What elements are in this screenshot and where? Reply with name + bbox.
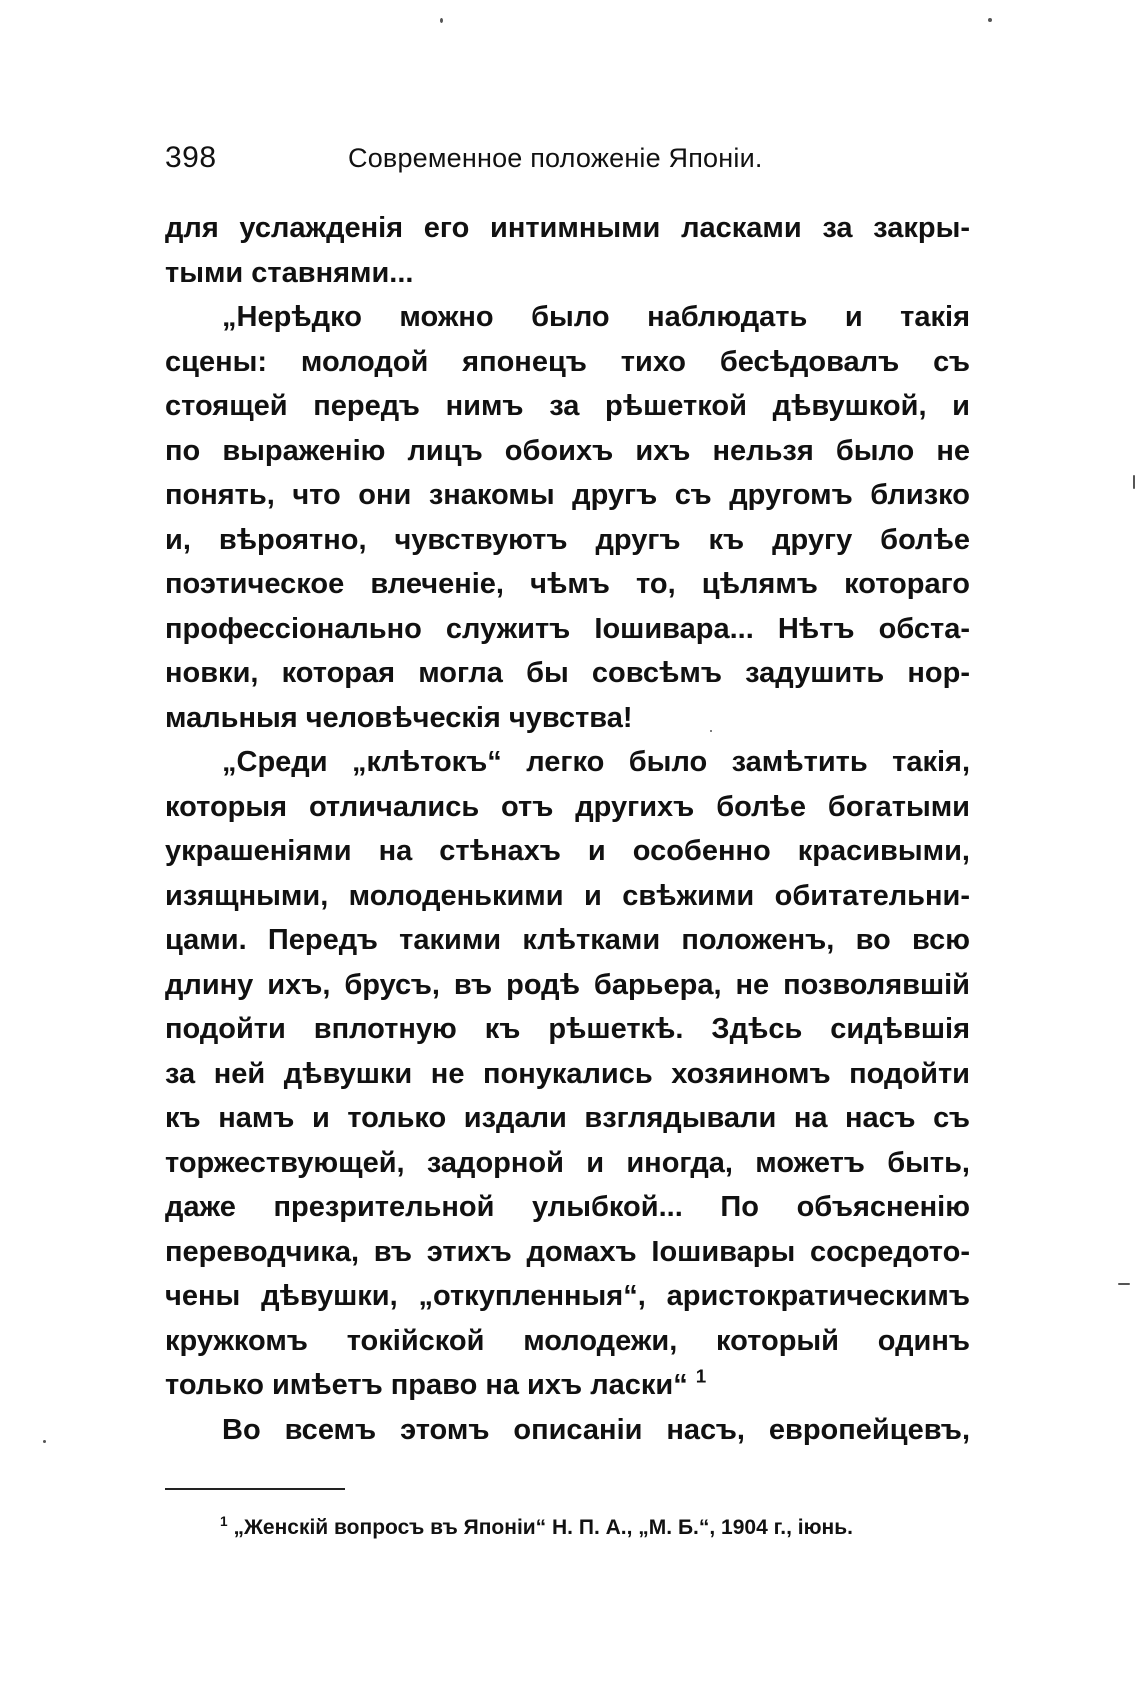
text-line: изящными, молоденькими и свѣжими обитательни- (165, 879, 970, 912)
text-line: кружкомъ токiйской молодежи, который одинъ (165, 1324, 970, 1357)
text-line: подойти вплотную къ рѣшеткѣ. Здѣсь сидѣвшiя (165, 1013, 970, 1045)
scan-speck (988, 18, 992, 22)
footnote (220, 1513, 980, 1543)
text-line: новки, которая могла бы совсѣмъ задушить нор- (165, 657, 970, 689)
running-title: Современное положенiе Японiи. (348, 143, 763, 173)
text-line: цами. Передъ такими клѣтками положенъ, во всю (165, 924, 970, 956)
paragraph-start-line: „Нерѣдко можно было наблюдать и такiя (222, 301, 970, 333)
text-line: торжествующей, задорной и иногда, можетъ быть, (165, 1146, 970, 1179)
scan-speck (43, 1440, 46, 1443)
text-line: стоящей передъ нимъ за рѣшеткой дѣвушкой, и (165, 390, 970, 422)
text-line: профессiонально служитъ Iошивара... Нѣтъ обста- (165, 612, 970, 645)
text-line: поэтическое влеченiе, чѣмъ то, цѣлямъ котораго (165, 568, 970, 600)
text-line: даже презрительной улыбкой... По объясненiю (165, 1191, 970, 1223)
text-line: чены дѣвушки, „откупленныя“, аристократическимъ (165, 1280, 970, 1312)
footnote-marker: 1 (220, 1513, 228, 1529)
page-number: 398 (165, 141, 217, 174)
text-line: переводчика, въ этихъ домахъ Iошивары сосредото- (165, 1235, 970, 1268)
paragraph-start-line: „Среди „клѣтокъ“ легко было замѣтить такiя, (222, 746, 970, 778)
footnote-divider (165, 1488, 345, 1490)
text-line: для услажденiя его интимными ласками за закры- (165, 212, 970, 244)
text-line: которыя отличались отъ другихъ болѣе богатыми (165, 790, 970, 823)
footnote-text: „Женскiй вопросъ въ Японiи“ Н. П. А., „М. Б.“, 1904 г., iюнь. (233, 1516, 853, 1539)
page-header (165, 138, 790, 182)
text-line: тыми ставнями... (165, 256, 414, 289)
text-line: сцены: молодой японецъ тихо бесѣдовалъ съ (165, 345, 970, 378)
text-line: за ней дѣвушки не понукались хозяиномъ подойти (165, 1057, 970, 1090)
text-line: понять, что они знакомы другъ съ другомъ близко (165, 479, 970, 511)
footnote-reference: 1 (695, 1365, 707, 1387)
text-line: мальныя человѣческiя чувства! (165, 701, 633, 734)
text-line: къ намъ и только издали взглядывали на насъ съ (165, 1102, 970, 1134)
text-line: длину ихъ, брусъ, въ родѣ барьера, не позволявшiй (165, 968, 970, 1001)
scan-speck (1133, 475, 1135, 489)
text-line (165, 1363, 970, 1408)
scan-speck (440, 18, 443, 23)
scan-speck (1118, 1283, 1130, 1285)
scan-speck (710, 730, 712, 732)
main-text (165, 206, 970, 1452)
text-line: украшенiями на стѣнахъ и особенно красивыми, (165, 835, 970, 867)
text-line: по выраженiю лицъ обоихъ ихъ нельзя было не (165, 434, 970, 467)
text-line-content: только имѣетъ право на ихъ ласки“ (165, 1369, 688, 1401)
paragraph-start-line: Во всемъ этомъ описанiи насъ, европейцевъ, (222, 1413, 970, 1446)
text-line: и, вѣроятно, чувствуютъ другъ къ другу болѣе (165, 523, 970, 556)
